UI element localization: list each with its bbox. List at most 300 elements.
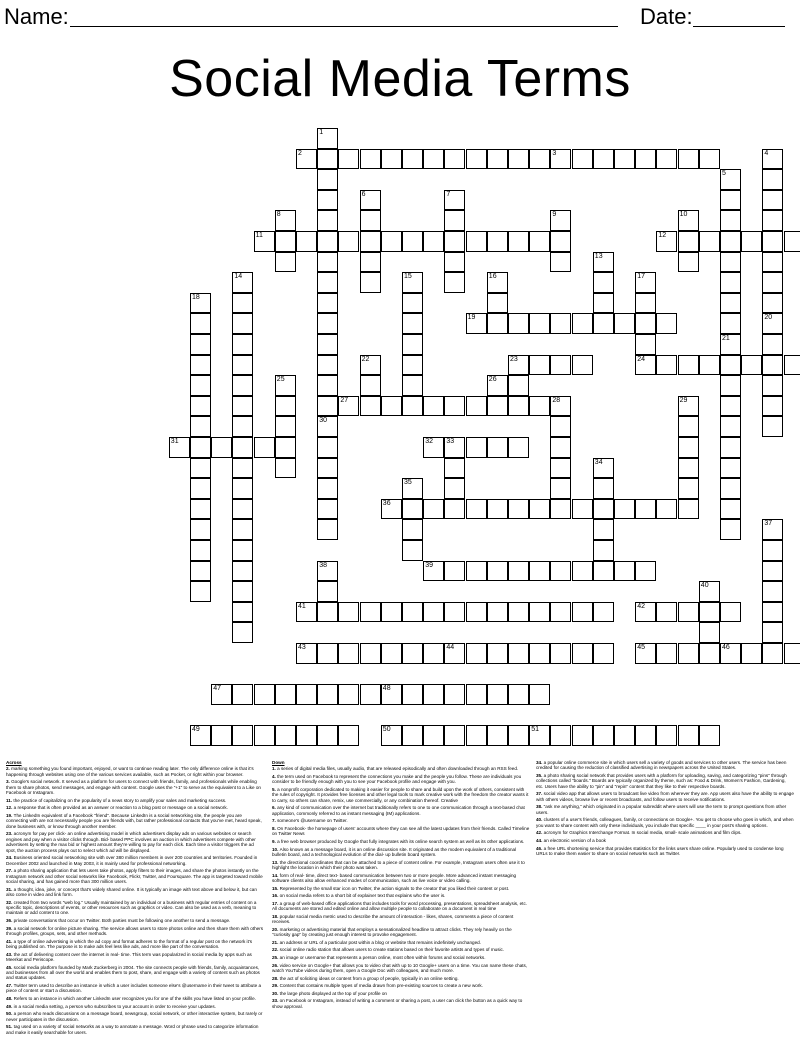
grid-cell[interactable] <box>402 725 423 746</box>
grid-cell[interactable] <box>741 231 762 252</box>
grid-cell[interactable] <box>444 396 465 417</box>
grid-cell[interactable] <box>699 581 720 602</box>
grid-cell[interactable] <box>317 149 338 170</box>
grid-cell[interactable] <box>360 602 381 623</box>
grid-cell[interactable] <box>381 643 402 664</box>
grid-cell[interactable] <box>423 684 444 705</box>
grid-cell[interactable] <box>572 561 593 582</box>
grid-cell[interactable] <box>550 231 571 252</box>
grid-cell[interactable] <box>338 643 359 664</box>
grid-cell[interactable] <box>762 622 783 643</box>
grid-cell[interactable] <box>487 231 508 252</box>
grid-cell[interactable] <box>678 602 699 623</box>
grid-cell[interactable] <box>423 602 444 623</box>
grid-cell[interactable] <box>656 725 677 746</box>
grid-cell[interactable] <box>487 313 508 334</box>
grid-cell[interactable] <box>232 540 253 561</box>
grid-cell[interactable] <box>762 190 783 211</box>
grid-cell[interactable] <box>508 725 529 746</box>
grid-cell[interactable] <box>529 396 550 417</box>
grid-cell[interactable] <box>720 416 741 437</box>
grid-cell[interactable] <box>508 561 529 582</box>
grid-cell[interactable] <box>232 725 253 746</box>
grid-cell[interactable] <box>593 725 614 746</box>
grid-cell[interactable] <box>529 231 550 252</box>
grid-cell[interactable] <box>190 375 211 396</box>
grid-cell[interactable] <box>593 478 614 499</box>
grid-cell[interactable] <box>635 149 656 170</box>
grid-cell[interactable] <box>402 334 423 355</box>
grid-cell[interactable] <box>275 231 296 252</box>
grid-cell[interactable] <box>317 190 338 211</box>
grid-cell[interactable] <box>317 210 338 231</box>
grid-cell[interactable] <box>360 643 381 664</box>
grid-cell[interactable] <box>317 643 338 664</box>
grid-cell[interactable] <box>720 272 741 293</box>
grid-cell[interactable] <box>635 499 656 520</box>
grid-cell[interactable] <box>360 355 381 376</box>
grid-cell[interactable] <box>678 478 699 499</box>
grid-cell[interactable] <box>572 313 593 334</box>
grid-cell[interactable] <box>720 519 741 540</box>
grid-cell[interactable] <box>360 231 381 252</box>
grid-cell[interactable] <box>678 499 699 520</box>
grid-cell[interactable] <box>635 602 656 623</box>
grid-cell[interactable] <box>593 293 614 314</box>
grid-cell[interactable] <box>762 252 783 273</box>
grid-cell[interactable] <box>550 252 571 273</box>
grid-cell[interactable] <box>699 602 720 623</box>
grid-cell[interactable] <box>317 684 338 705</box>
grid-cell[interactable] <box>762 416 783 437</box>
grid-cell[interactable] <box>317 561 338 582</box>
grid-cell[interactable] <box>635 272 656 293</box>
grid-cell[interactable] <box>444 252 465 273</box>
grid-cell[interactable] <box>720 231 741 252</box>
grid-cell[interactable] <box>466 684 487 705</box>
grid-cell[interactable] <box>720 602 741 623</box>
grid-cell[interactable] <box>466 149 487 170</box>
grid-cell[interactable] <box>466 396 487 417</box>
grid-cell[interactable] <box>614 725 635 746</box>
grid-cell[interactable] <box>593 272 614 293</box>
grid-cell[interactable] <box>338 231 359 252</box>
grid-cell[interactable] <box>190 416 211 437</box>
grid-cell[interactable] <box>720 313 741 334</box>
grid-cell[interactable] <box>317 396 338 417</box>
grid-cell[interactable] <box>508 149 529 170</box>
grid-cell[interactable] <box>402 293 423 314</box>
grid-cell[interactable] <box>317 437 338 458</box>
grid-cell[interactable] <box>720 643 741 664</box>
grid-cell[interactable] <box>508 375 529 396</box>
grid-cell[interactable] <box>317 293 338 314</box>
grid-cell[interactable] <box>275 684 296 705</box>
grid-cell[interactable] <box>720 499 741 520</box>
grid-cell[interactable] <box>275 252 296 273</box>
grid-cell[interactable] <box>678 396 699 417</box>
grid-cell[interactable] <box>232 499 253 520</box>
grid-cell[interactable] <box>254 725 275 746</box>
grid-cell[interactable] <box>232 272 253 293</box>
grid-cell[interactable] <box>678 210 699 231</box>
grid-cell[interactable] <box>296 231 317 252</box>
grid-cell[interactable] <box>232 313 253 334</box>
grid-cell[interactable] <box>317 231 338 252</box>
grid-cell[interactable] <box>402 313 423 334</box>
grid-cell[interactable] <box>699 355 720 376</box>
grid-cell[interactable] <box>784 643 800 664</box>
grid-cell[interactable] <box>466 499 487 520</box>
grid-cell[interactable] <box>232 561 253 582</box>
grid-cell[interactable] <box>678 437 699 458</box>
grid-cell[interactable] <box>720 375 741 396</box>
grid-cell[interactable] <box>317 128 338 149</box>
grid-cell[interactable] <box>593 519 614 540</box>
grid-cell[interactable] <box>720 334 741 355</box>
grid-cell[interactable] <box>635 643 656 664</box>
grid-cell[interactable] <box>656 499 677 520</box>
grid-cell[interactable] <box>444 190 465 211</box>
grid-cell[interactable] <box>508 684 529 705</box>
grid-cell[interactable] <box>508 437 529 458</box>
grid-cell[interactable] <box>381 725 402 746</box>
grid-cell[interactable] <box>550 602 571 623</box>
grid-cell[interactable] <box>487 375 508 396</box>
grid-cell[interactable] <box>593 499 614 520</box>
grid-cell[interactable] <box>762 396 783 417</box>
grid-cell[interactable] <box>444 210 465 231</box>
grid-cell[interactable] <box>550 561 571 582</box>
grid-cell[interactable] <box>338 684 359 705</box>
grid-cell[interactable] <box>317 416 338 437</box>
grid-cell[interactable] <box>232 478 253 499</box>
grid-cell[interactable] <box>720 169 741 190</box>
grid-cell[interactable] <box>762 375 783 396</box>
grid-cell[interactable] <box>402 643 423 664</box>
grid-cell[interactable] <box>190 334 211 355</box>
grid-cell[interactable] <box>699 643 720 664</box>
grid-cell[interactable] <box>678 458 699 479</box>
grid-cell[interactable] <box>550 725 571 746</box>
grid-cell[interactable] <box>190 313 211 334</box>
grid-cell[interactable] <box>275 416 296 437</box>
grid-cell[interactable] <box>487 499 508 520</box>
grid-cell[interactable] <box>360 375 381 396</box>
grid-cell[interactable] <box>423 499 444 520</box>
grid-cell[interactable] <box>338 725 359 746</box>
grid-cell[interactable] <box>275 725 296 746</box>
grid-cell[interactable] <box>550 478 571 499</box>
grid-cell[interactable] <box>508 231 529 252</box>
grid-cell[interactable] <box>317 355 338 376</box>
grid-cell[interactable] <box>678 149 699 170</box>
grid-cell[interactable] <box>762 334 783 355</box>
grid-cell[interactable] <box>614 149 635 170</box>
grid-cell[interactable] <box>232 581 253 602</box>
grid-cell[interactable] <box>317 478 338 499</box>
grid-cell[interactable] <box>487 293 508 314</box>
grid-cell[interactable] <box>317 272 338 293</box>
grid-cell[interactable] <box>762 231 783 252</box>
grid-cell[interactable] <box>550 437 571 458</box>
grid-cell[interactable] <box>296 725 317 746</box>
grid-cell[interactable] <box>678 416 699 437</box>
grid-cell[interactable] <box>444 561 465 582</box>
grid-cell[interactable] <box>508 313 529 334</box>
grid-cell[interactable] <box>317 313 338 334</box>
grid-cell[interactable] <box>529 149 550 170</box>
grid-cell[interactable] <box>508 355 529 376</box>
grid-cell[interactable] <box>593 643 614 664</box>
grid-cell[interactable] <box>550 643 571 664</box>
grid-cell[interactable] <box>190 561 211 582</box>
grid-cell[interactable] <box>190 519 211 540</box>
grid-cell[interactable] <box>635 293 656 314</box>
grid-cell[interactable] <box>635 561 656 582</box>
grid-cell[interactable] <box>572 602 593 623</box>
grid-cell[interactable] <box>423 437 444 458</box>
grid-cell[interactable] <box>466 231 487 252</box>
grid-cell[interactable] <box>784 231 800 252</box>
grid-cell[interactable] <box>232 437 253 458</box>
grid-cell[interactable] <box>381 231 402 252</box>
grid-cell[interactable] <box>550 499 571 520</box>
grid-cell[interactable] <box>466 561 487 582</box>
grid-cell[interactable] <box>720 458 741 479</box>
grid-cell[interactable] <box>741 355 762 376</box>
grid-cell[interactable] <box>444 458 465 479</box>
grid-cell[interactable] <box>423 396 444 417</box>
grid-cell[interactable] <box>190 437 211 458</box>
grid-cell[interactable] <box>529 499 550 520</box>
grid-cell[interactable] <box>699 149 720 170</box>
grid-cell[interactable] <box>593 252 614 273</box>
grid-cell[interactable] <box>635 334 656 355</box>
grid-cell[interactable] <box>190 499 211 520</box>
grid-cell[interactable] <box>762 561 783 582</box>
grid-cell[interactable] <box>656 643 677 664</box>
grid-cell[interactable] <box>487 602 508 623</box>
grid-cell[interactable] <box>487 149 508 170</box>
grid-cell[interactable] <box>232 375 253 396</box>
grid-cell[interactable] <box>402 375 423 396</box>
grid-cell[interactable] <box>190 396 211 417</box>
grid-cell[interactable] <box>762 643 783 664</box>
grid-cell[interactable] <box>317 252 338 273</box>
grid-cell[interactable] <box>720 437 741 458</box>
grid-cell[interactable] <box>550 355 571 376</box>
grid-cell[interactable] <box>338 396 359 417</box>
grid-cell[interactable] <box>190 293 211 314</box>
grid-cell[interactable] <box>296 643 317 664</box>
grid-cell[interactable] <box>423 725 444 746</box>
grid-cell[interactable] <box>572 149 593 170</box>
grid-cell[interactable] <box>402 499 423 520</box>
grid-cell[interactable] <box>508 396 529 417</box>
grid-cell[interactable] <box>444 643 465 664</box>
grid-cell[interactable] <box>762 540 783 561</box>
grid-cell[interactable] <box>762 169 783 190</box>
grid-cell[interactable] <box>784 355 800 376</box>
grid-cell[interactable] <box>275 437 296 458</box>
grid-cell[interactable] <box>572 499 593 520</box>
grid-cell[interactable] <box>444 272 465 293</box>
grid-cell[interactable] <box>360 272 381 293</box>
grid-cell[interactable] <box>572 355 593 376</box>
grid-cell[interactable] <box>699 725 720 746</box>
grid-cell[interactable] <box>678 725 699 746</box>
grid-cell[interactable] <box>423 231 444 252</box>
grid-cell[interactable] <box>678 643 699 664</box>
grid-cell[interactable] <box>741 643 762 664</box>
grid-cell[interactable] <box>211 437 232 458</box>
grid-cell[interactable] <box>762 355 783 376</box>
grid-cell[interactable] <box>402 272 423 293</box>
grid-cell[interactable] <box>190 458 211 479</box>
grid-cell[interactable] <box>402 478 423 499</box>
grid-cell[interactable] <box>381 684 402 705</box>
grid-cell[interactable] <box>466 602 487 623</box>
grid-cell[interactable] <box>762 581 783 602</box>
grid-cell[interactable] <box>232 622 253 643</box>
grid-cell[interactable] <box>720 478 741 499</box>
grid-cell[interactable] <box>381 149 402 170</box>
grid-cell[interactable] <box>550 313 571 334</box>
grid-cell[interactable] <box>762 149 783 170</box>
grid-cell[interactable] <box>338 602 359 623</box>
grid-cell[interactable] <box>317 334 338 355</box>
grid-cell[interactable] <box>211 725 232 746</box>
grid-cell[interactable] <box>529 725 550 746</box>
grid-cell[interactable] <box>444 437 465 458</box>
grid-cell[interactable] <box>572 643 593 664</box>
grid-cell[interactable] <box>550 210 571 231</box>
grid-cell[interactable] <box>635 355 656 376</box>
grid-cell[interactable] <box>529 561 550 582</box>
grid-cell[interactable] <box>423 561 444 582</box>
grid-cell[interactable] <box>614 313 635 334</box>
grid-cell[interactable] <box>317 499 338 520</box>
grid-cell[interactable] <box>593 458 614 479</box>
grid-cell[interactable] <box>232 293 253 314</box>
grid-cell[interactable] <box>444 149 465 170</box>
grid-cell[interactable] <box>656 602 677 623</box>
grid-cell[interactable] <box>444 684 465 705</box>
grid-cell[interactable] <box>190 355 211 376</box>
grid-cell[interactable] <box>635 313 656 334</box>
grid-cell[interactable] <box>529 355 550 376</box>
grid-cell[interactable] <box>296 149 317 170</box>
grid-cell[interactable] <box>317 169 338 190</box>
grid-cell[interactable] <box>508 602 529 623</box>
grid-cell[interactable] <box>487 272 508 293</box>
grid-cell[interactable] <box>466 313 487 334</box>
grid-cell[interactable] <box>317 602 338 623</box>
grid-cell[interactable] <box>487 643 508 664</box>
grid-cell[interactable] <box>614 499 635 520</box>
grid-cell[interactable] <box>402 355 423 376</box>
grid-cell[interactable] <box>466 725 487 746</box>
grid-cell[interactable] <box>402 231 423 252</box>
grid-cell[interactable] <box>360 252 381 273</box>
grid-cell[interactable] <box>275 396 296 417</box>
grid-cell[interactable] <box>593 149 614 170</box>
grid-cell[interactable] <box>720 252 741 273</box>
grid-cell[interactable] <box>402 540 423 561</box>
grid-cell[interactable] <box>232 355 253 376</box>
grid-cell[interactable] <box>190 581 211 602</box>
grid-cell[interactable] <box>360 149 381 170</box>
grid-cell[interactable] <box>317 725 338 746</box>
grid-cell[interactable] <box>232 602 253 623</box>
grid-cell[interactable] <box>508 643 529 664</box>
grid-cell[interactable] <box>190 478 211 499</box>
grid-cell[interactable] <box>444 499 465 520</box>
grid-cell[interactable] <box>614 561 635 582</box>
grid-cell[interactable] <box>762 293 783 314</box>
grid-cell[interactable] <box>360 190 381 211</box>
grid-cell[interactable] <box>699 231 720 252</box>
grid-cell[interactable] <box>487 725 508 746</box>
grid-cell[interactable] <box>656 149 677 170</box>
grid-cell[interactable] <box>762 272 783 293</box>
grid-cell[interactable] <box>529 313 550 334</box>
grid-cell[interactable] <box>317 375 338 396</box>
grid-cell[interactable] <box>275 375 296 396</box>
grid-cell[interactable] <box>423 149 444 170</box>
grid-cell[interactable] <box>444 231 465 252</box>
grid-cell[interactable] <box>317 519 338 540</box>
grid-cell[interactable] <box>720 210 741 231</box>
grid-cell[interactable] <box>656 313 677 334</box>
grid-cell[interactable] <box>550 416 571 437</box>
grid-cell[interactable] <box>720 396 741 417</box>
grid-cell[interactable] <box>699 622 720 643</box>
grid-cell[interactable] <box>466 437 487 458</box>
grid-cell[interactable] <box>275 210 296 231</box>
grid-cell[interactable] <box>232 684 253 705</box>
grid-cell[interactable] <box>296 684 317 705</box>
grid-cell[interactable] <box>444 725 465 746</box>
grid-cell[interactable] <box>190 540 211 561</box>
grid-cell[interactable] <box>678 231 699 252</box>
grid-cell[interactable] <box>529 602 550 623</box>
grid-cell[interactable] <box>275 458 296 479</box>
grid-cell[interactable] <box>550 149 571 170</box>
grid-cell[interactable] <box>444 478 465 499</box>
grid-cell[interactable] <box>720 293 741 314</box>
grid-cell[interactable] <box>762 519 783 540</box>
grid-cell[interactable] <box>254 684 275 705</box>
grid-cell[interactable] <box>402 519 423 540</box>
grid-cell[interactable] <box>678 355 699 376</box>
grid-cell[interactable] <box>381 602 402 623</box>
grid-cell[interactable] <box>550 458 571 479</box>
grid-cell[interactable] <box>656 355 677 376</box>
grid-cell[interactable] <box>487 396 508 417</box>
grid-cell[interactable] <box>232 519 253 540</box>
grid-cell[interactable] <box>762 210 783 231</box>
grid-cell[interactable] <box>423 643 444 664</box>
grid-cell[interactable] <box>169 437 190 458</box>
grid-cell[interactable] <box>656 231 677 252</box>
grid-cell[interactable] <box>402 396 423 417</box>
grid-cell[interactable] <box>466 643 487 664</box>
grid-cell[interactable] <box>593 540 614 561</box>
grid-cell[interactable] <box>296 602 317 623</box>
grid-cell[interactable] <box>317 581 338 602</box>
